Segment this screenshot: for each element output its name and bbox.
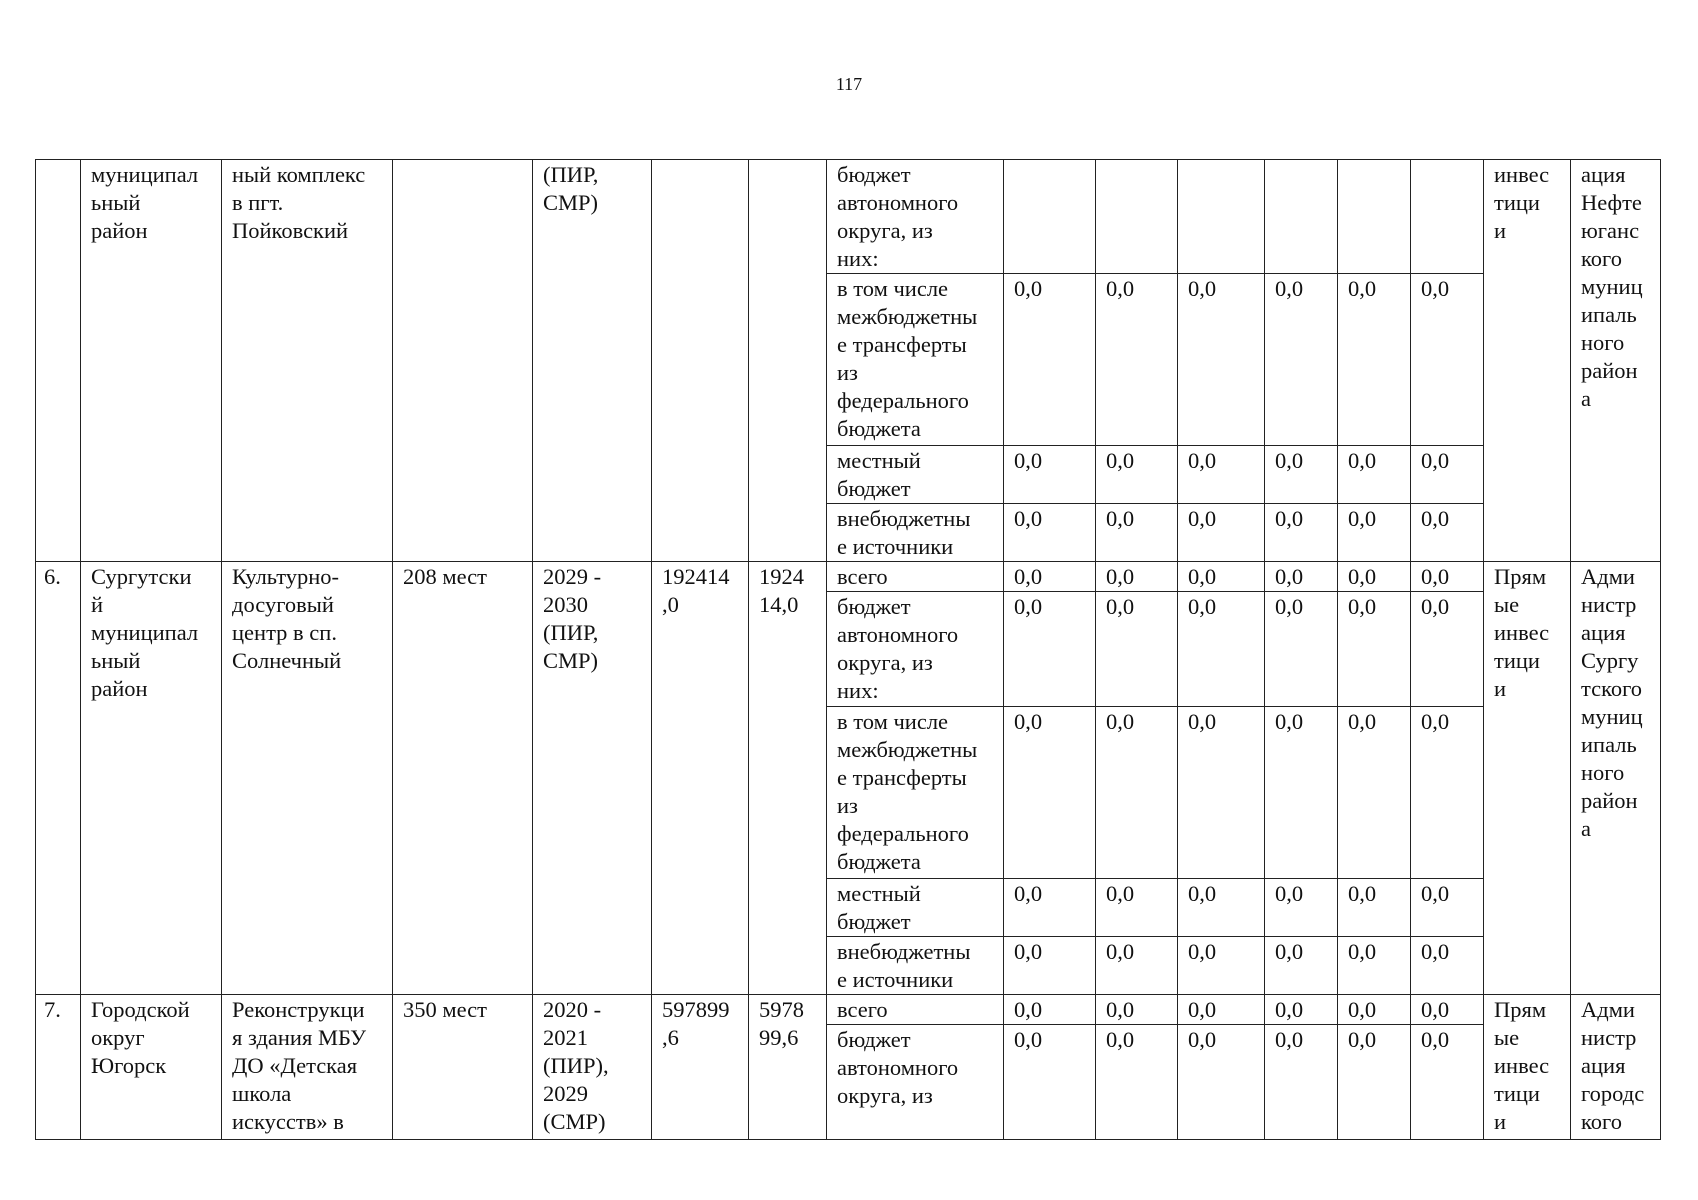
amount-cell: 0,0: [1004, 504, 1096, 562]
amount-cell: 0,0: [1096, 562, 1178, 592]
customer-cell: Адми нистр ация городс кого: [1571, 995, 1661, 1140]
amount-cell: 0,0: [1265, 937, 1338, 995]
amount-cell: 0,0: [1411, 707, 1484, 879]
amount-cell: [1178, 160, 1265, 274]
funding-source-label: местный бюджет: [827, 446, 1004, 504]
amount-cell: 0,0: [1411, 562, 1484, 592]
capacity-cell: [393, 160, 533, 562]
amount-cell: 0,0: [1004, 446, 1096, 504]
page-number: 117: [835, 74, 863, 94]
municipality-cell: Сургутски й муниципал ьный район: [81, 562, 222, 995]
amount-cell: 0,0: [1004, 592, 1096, 707]
amount-cell: 0,0: [1096, 592, 1178, 707]
row-number: 6.: [36, 562, 81, 995]
amount-cell: 0,0: [1411, 1025, 1484, 1140]
investment-type-cell: Прям ые инвес тици и: [1484, 562, 1571, 995]
period-cell: (ПИР, СМР): [533, 160, 652, 562]
amount-cell: 0,0: [1338, 274, 1411, 446]
amount-cell: 0,0: [1411, 274, 1484, 446]
cost-cell: 1924 14,0: [749, 562, 827, 995]
funding-source-label: внебюджетны е источники: [827, 504, 1004, 562]
amount-cell: 0,0: [1004, 274, 1096, 446]
amount-cell: 0,0: [1004, 995, 1096, 1025]
amount-cell: [1096, 160, 1178, 274]
amount-cell: 0,0: [1265, 879, 1338, 937]
amount-cell: 0,0: [1178, 562, 1265, 592]
amount-cell: 0,0: [1338, 707, 1411, 879]
amount-cell: 0,0: [1096, 504, 1178, 562]
capacity-cell: 350 мест: [393, 995, 533, 1140]
amount-cell: 0,0: [1411, 879, 1484, 937]
amount-cell: 0,0: [1178, 504, 1265, 562]
period-cell: 2029 - 2030 (ПИР, СМР): [533, 562, 652, 995]
amount-cell: [1338, 160, 1411, 274]
amount-cell: 0,0: [1265, 707, 1338, 879]
row-number: [36, 160, 81, 562]
amount-cell: 0,0: [1004, 562, 1096, 592]
table-row: [36, 995, 1661, 1025]
amount-cell: 0,0: [1338, 995, 1411, 1025]
row-number: 7.: [36, 995, 81, 1140]
amount-cell: 0,0: [1338, 504, 1411, 562]
table-row: [36, 160, 1661, 274]
cost-cell: [749, 160, 827, 562]
object-cell: Культурно- досуговый центр в сп. Солнечный: [222, 562, 393, 995]
amount-cell: 0,0: [1096, 1025, 1178, 1140]
amount-cell: 0,0: [1411, 995, 1484, 1025]
amount-cell: 0,0: [1338, 446, 1411, 504]
amount-cell: 0,0: [1265, 446, 1338, 504]
amount-cell: 0,0: [1178, 1025, 1265, 1140]
investment-type-cell: Прям ые инвес тици и: [1484, 995, 1571, 1140]
cost-cell: [652, 160, 749, 562]
amount-cell: 0,0: [1411, 937, 1484, 995]
amount-cell: 0,0: [1178, 446, 1265, 504]
amount-cell: 0,0: [1265, 504, 1338, 562]
amount-cell: 0,0: [1096, 937, 1178, 995]
amount-cell: 0,0: [1265, 1025, 1338, 1140]
cost-cell: 5978 99,6: [749, 995, 827, 1140]
cost-cell: 597899 ,6: [652, 995, 749, 1140]
amount-cell: 0,0: [1265, 562, 1338, 592]
amount-cell: 0,0: [1411, 446, 1484, 504]
amount-cell: 0,0: [1338, 937, 1411, 995]
amount-cell: 0,0: [1096, 446, 1178, 504]
amount-cell: 0,0: [1096, 707, 1178, 879]
amount-cell: 0,0: [1178, 592, 1265, 707]
table-row: [36, 562, 1661, 592]
amount-cell: 0,0: [1004, 707, 1096, 879]
funding-source-label: внебюджетны е источники: [827, 937, 1004, 995]
customer-cell: Адми нистр ация Сургу тского муниц ипаль ного район а: [1571, 562, 1661, 995]
amount-cell: 0,0: [1096, 995, 1178, 1025]
amount-cell: 0,0: [1004, 1025, 1096, 1140]
amount-cell: 0,0: [1338, 879, 1411, 937]
period-cell: 2020 - 2021 (ПИР), 2029 (СМР): [533, 995, 652, 1140]
funding-source-label: бюджет автономного округа, из них:: [827, 592, 1004, 707]
funding-source-label: бюджет автономного округа, из: [827, 1025, 1004, 1140]
amount-cell: 0,0: [1411, 592, 1484, 707]
amount-cell: 0,0: [1265, 592, 1338, 707]
amount-cell: 0,0: [1178, 995, 1265, 1025]
amount-cell: 0,0: [1096, 274, 1178, 446]
funding-source-label: всего: [827, 562, 1004, 592]
funding-source-label: бюджет автономного округа, из них:: [827, 160, 1004, 274]
cost-cell: 192414 ,0: [652, 562, 749, 995]
investment-objects-table: [35, 159, 1661, 1140]
municipality-cell: Городской округ Югорск: [81, 995, 222, 1140]
investment-type-cell: инвес тици и: [1484, 160, 1571, 562]
capacity-cell: 208 мест: [393, 562, 533, 995]
amount-cell: [1265, 160, 1338, 274]
amount-cell: 0,0: [1265, 995, 1338, 1025]
amount-cell: 0,0: [1178, 274, 1265, 446]
amount-cell: 0,0: [1178, 879, 1265, 937]
amount-cell: 0,0: [1338, 562, 1411, 592]
amount-cell: 0,0: [1338, 1025, 1411, 1140]
object-cell: Реконструкци я здания МБУ ДО «Детская школа искусств» в: [222, 995, 393, 1140]
amount-cell: [1411, 160, 1484, 274]
amount-cell: 0,0: [1178, 937, 1265, 995]
amount-cell: 0,0: [1178, 707, 1265, 879]
amount-cell: 0,0: [1411, 504, 1484, 562]
amount-cell: 0,0: [1004, 937, 1096, 995]
amount-cell: 0,0: [1265, 274, 1338, 446]
municipality-cell: муниципал ьный район: [81, 160, 222, 562]
amount-cell: 0,0: [1004, 879, 1096, 937]
funding-source-label: всего: [827, 995, 1004, 1025]
funding-source-label: в том числе межбюджетны е трансферты из федерального бюджета: [827, 707, 1004, 879]
funding-source-label: в том числе межбюджетны е трансферты из федерального бюджета: [827, 274, 1004, 446]
funding-source-label: местный бюджет: [827, 879, 1004, 937]
object-cell: ный комплекс в пгт. Пойковский: [222, 160, 393, 562]
amount-cell: 0,0: [1096, 879, 1178, 937]
amount-cell: 0,0: [1338, 592, 1411, 707]
amount-cell: [1004, 160, 1096, 274]
customer-cell: ация Нефте юганс кого муниц ипаль ного район а: [1571, 160, 1661, 562]
